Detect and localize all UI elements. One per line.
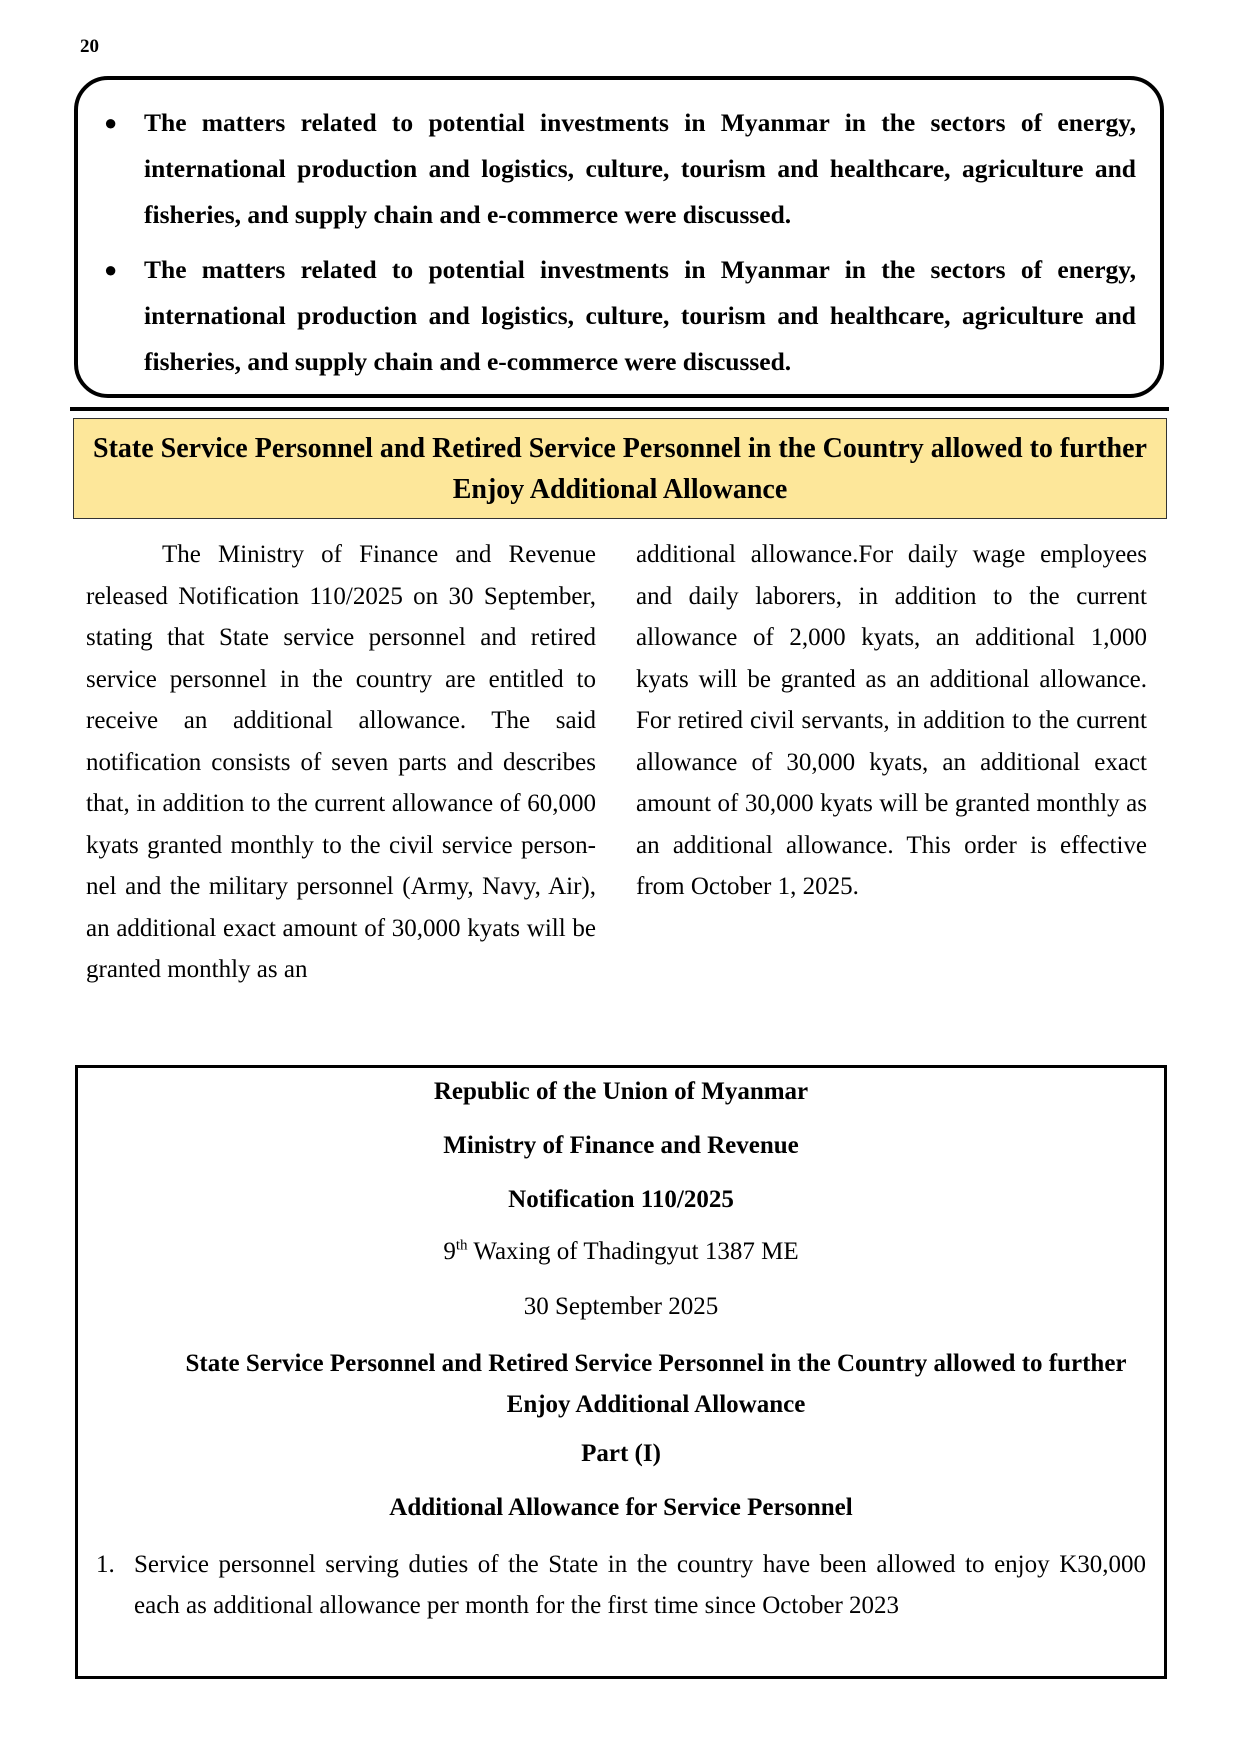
notification-date: 30 September 2025: [523, 1293, 719, 1320]
list-item-number: 1.: [96, 1551, 115, 1578]
highlights-box: [74, 76, 1164, 398]
lunar-date-suffix: th: [455, 1237, 468, 1254]
highlight-bullet-item: [100, 247, 1136, 385]
list-item-text: Service personnel serving duties of the State in the country have been allowed to enjoy K30,000 each as additional allowance per month for the first time since October 2023: [134, 1551, 1146, 1619]
highlight-bullet-text: The matters related to potential investments in Myanmar in the sectors of energy, international production and logistics, culture, tourism and healthcare, agriculture and fisheries, and supply chain and e-commerce were discussed.: [144, 108, 1136, 229]
highlight-bullet-text: The matters related to potential investments in Myanmar in the sectors of energy, international production and logistics, culture, tourism and healthcare, agriculture and fisheries, and supply chain and e-commerce were discussed.: [144, 255, 1136, 376]
section-divider: [70, 407, 1169, 411]
notification-list-item: [96, 1544, 1146, 1626]
page-number: 20: [80, 36, 99, 57]
notification-lunar-date: [78, 1238, 1164, 1266]
article-column-right: [636, 534, 1147, 908]
notification-ministry: Ministry of Finance and Revenue: [443, 1132, 799, 1159]
notification-box: [75, 1065, 1167, 1679]
notification-number: Notification 110/2025: [508, 1186, 734, 1213]
notification-country: Republic of the Union of Myanmar: [433, 1078, 809, 1105]
lunar-date-day: 9: [443, 1238, 456, 1265]
article-paragraph: additional allowance.For daily wage employees and daily laborers, in addition to the current allowance of 2,000 kyats, an additional 1,000 kyats will be granted as an additional allowance. For retired civil servants, in addition to the current allowance of 30,000 kyats, an additional exact amount of 30,000 kyats will be granted monthly as an additional allowance. This order is effective from October 1, 2025.: [636, 541, 1147, 900]
notification-title: State Service Personnel and Retired Service Personnel in the Country allowed to further Enjoy Additional Allowance: [185, 1350, 1127, 1418]
bullet-dot-icon: ●: [104, 110, 118, 135]
notification-part-title: Additional Allowance for Service Personnel: [389, 1494, 853, 1521]
article-paragraph: The Ministry of Finance and Revenue released Notification 110/2025 on 30 September, stating that State service personnel and retired service personnel in the country are entitled to receive an additional allowance. The said notification consists of seven parts and describes that, in addition to the current allowance of 60,000 kyats granted monthly to the civil service personnel and the military personnel (Army, Navy, Air), an additional exact amount of 30,000 kyats will be granted monthly as an: [86, 541, 596, 983]
highlight-bullet-item: [100, 100, 1136, 238]
article-headline-box: [73, 418, 1167, 519]
bullet-dot-icon: ●: [104, 257, 118, 282]
article-column-left: [86, 534, 596, 991]
article-headline: State Service Personnel and Retired Service Personnel in the Country allowed to further Enjoy Additional Allowance: [93, 432, 1147, 505]
notification-part: Part (I): [581, 1440, 661, 1467]
lunar-date-rest: Waxing of Thadingyut 1387 ME: [467, 1238, 799, 1265]
